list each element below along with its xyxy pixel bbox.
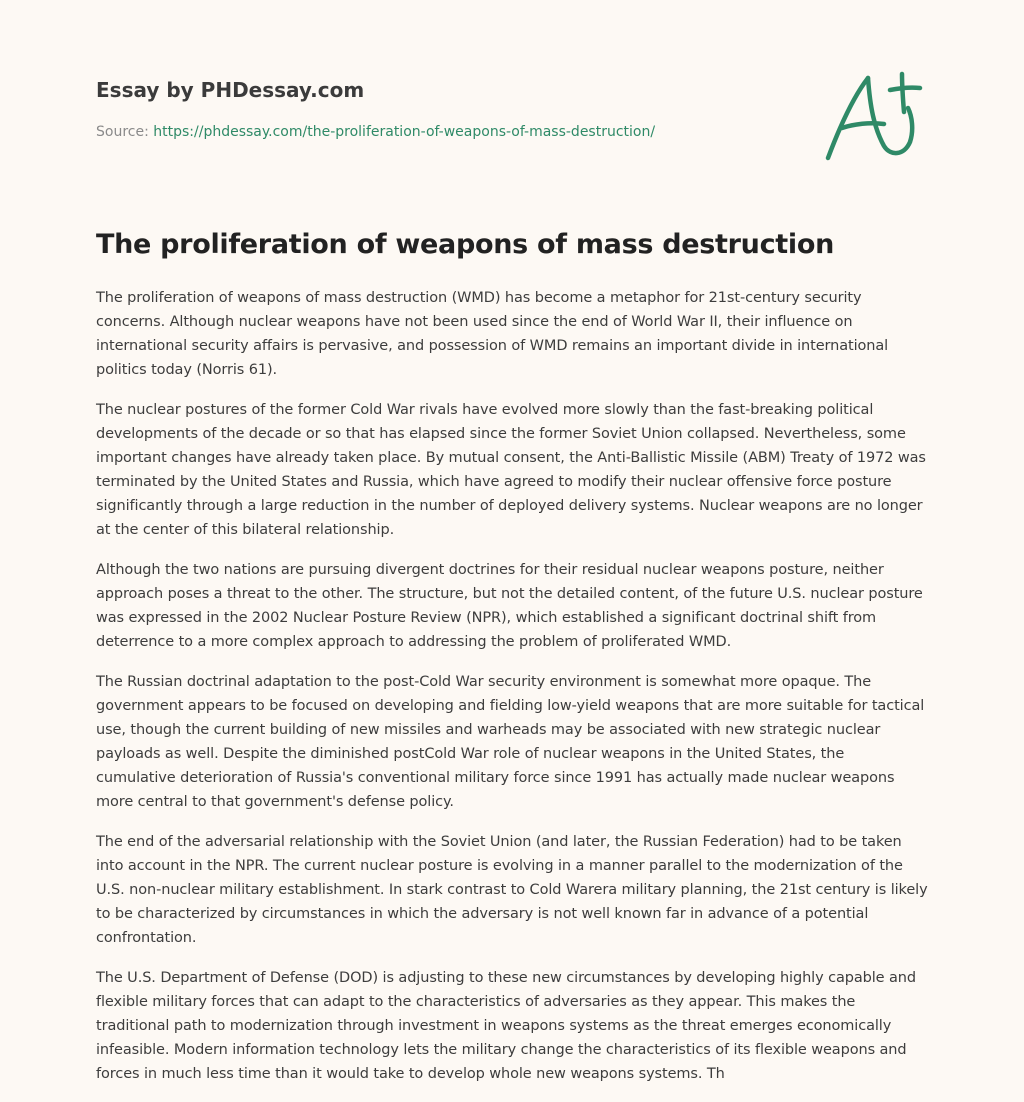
essay-paragraph: The proliferation of weapons of mass destruction (WMD) has become a metaphor for 21st-century security concerns. Although nuclear weapons have not been used since the end of World War II, their influence on international security affairs is pervasive, and possession of WMD remains an important divide in international politics today (Norris 61). (96, 290, 889, 378)
a-plus-logo-icon (818, 66, 928, 166)
essay-paragraph: The nuclear postures of the former Cold War rivals have evolved more slowly than the fast-breaking political developments of the decade or so that has elapsed since the former Soviet Union collapsed. Nevertheless, some important changes have already taken place. By mutual consent, the Anti-Ballistic Missile (ABM) Treaty of 1972 was terminated by the United States and Russia, which have agreed to modify their nuclear offensive force posture significantly through a large reduction in the number of deployed delivery systems. Nuclear weapons are no longer at the center of this bilateral relationship. (96, 402, 926, 538)
essay-header (96, 76, 796, 142)
source-label: Source: (96, 124, 154, 140)
essay-content (96, 226, 928, 1102)
essay-paragraph: The U.S. Department of Defense (DOD) is adjusting to these new circumstances by developing highly capable and flexible military forces that can adapt to the characteristics of adversaries as they appear. This makes the traditional path to modernization through investment in weapons systems as the threat emerges economically infeasible. Modern information technology lets the military change the characteristics of its flexible weapons and forces in much less time than it would take to develop whole new weapons systems. Th (96, 970, 916, 1082)
essay-paragraph: Although the two nations are pursuing divergent doctrines for their residual nuclear weapons posture, neither approach poses a threat to the other. The structure, but not the detailed content, of the future U.S. nuclear posture was expressed in the 2002 Nuclear Posture Review (NPR), which established a significant doctrinal shift from deterrence to a more complex approach to addressing the problem of proliferated WMD. (96, 562, 923, 650)
essay-title: The proliferation of weapons of mass destruction (96, 229, 835, 260)
essay-paragraph: The Russian doctrinal adaptation to the post-Cold War security environment is somewhat more opaque. The government appears to be focused on developing and fielding low-yield weapons that are more suitable for tactical use, though the current building of new missiles and warheads may be associated with new strategic nuclear payloads as well. Despite the diminished postCold War role of nuclear weapons in the United States, the cumulative deterioration of Russia's conventional military force since 1991 has actually made nuclear weapons more central to that government's defense policy. (96, 674, 925, 810)
site-brand: Essay by PHDessay.com (96, 78, 365, 102)
source-line (96, 122, 796, 142)
source-link[interactable]: https://phdessay.com/the-proliferation-of-weapons-of-mass-destruction/ (153, 124, 656, 140)
essay-paragraph: The end of the adversarial relationship with the Soviet Union (and later, the Russian Federation) had to be taken into account in the NPR. The current nuclear posture is evolving in a manner parallel to the modernization of the U.S. non-nuclear military establishment. In stark contrast to Cold Warera military planning, the 21st century is likely to be characterized by circumstances in which the adversary is not well known far in advance of a potential confrontation. (96, 834, 928, 946)
